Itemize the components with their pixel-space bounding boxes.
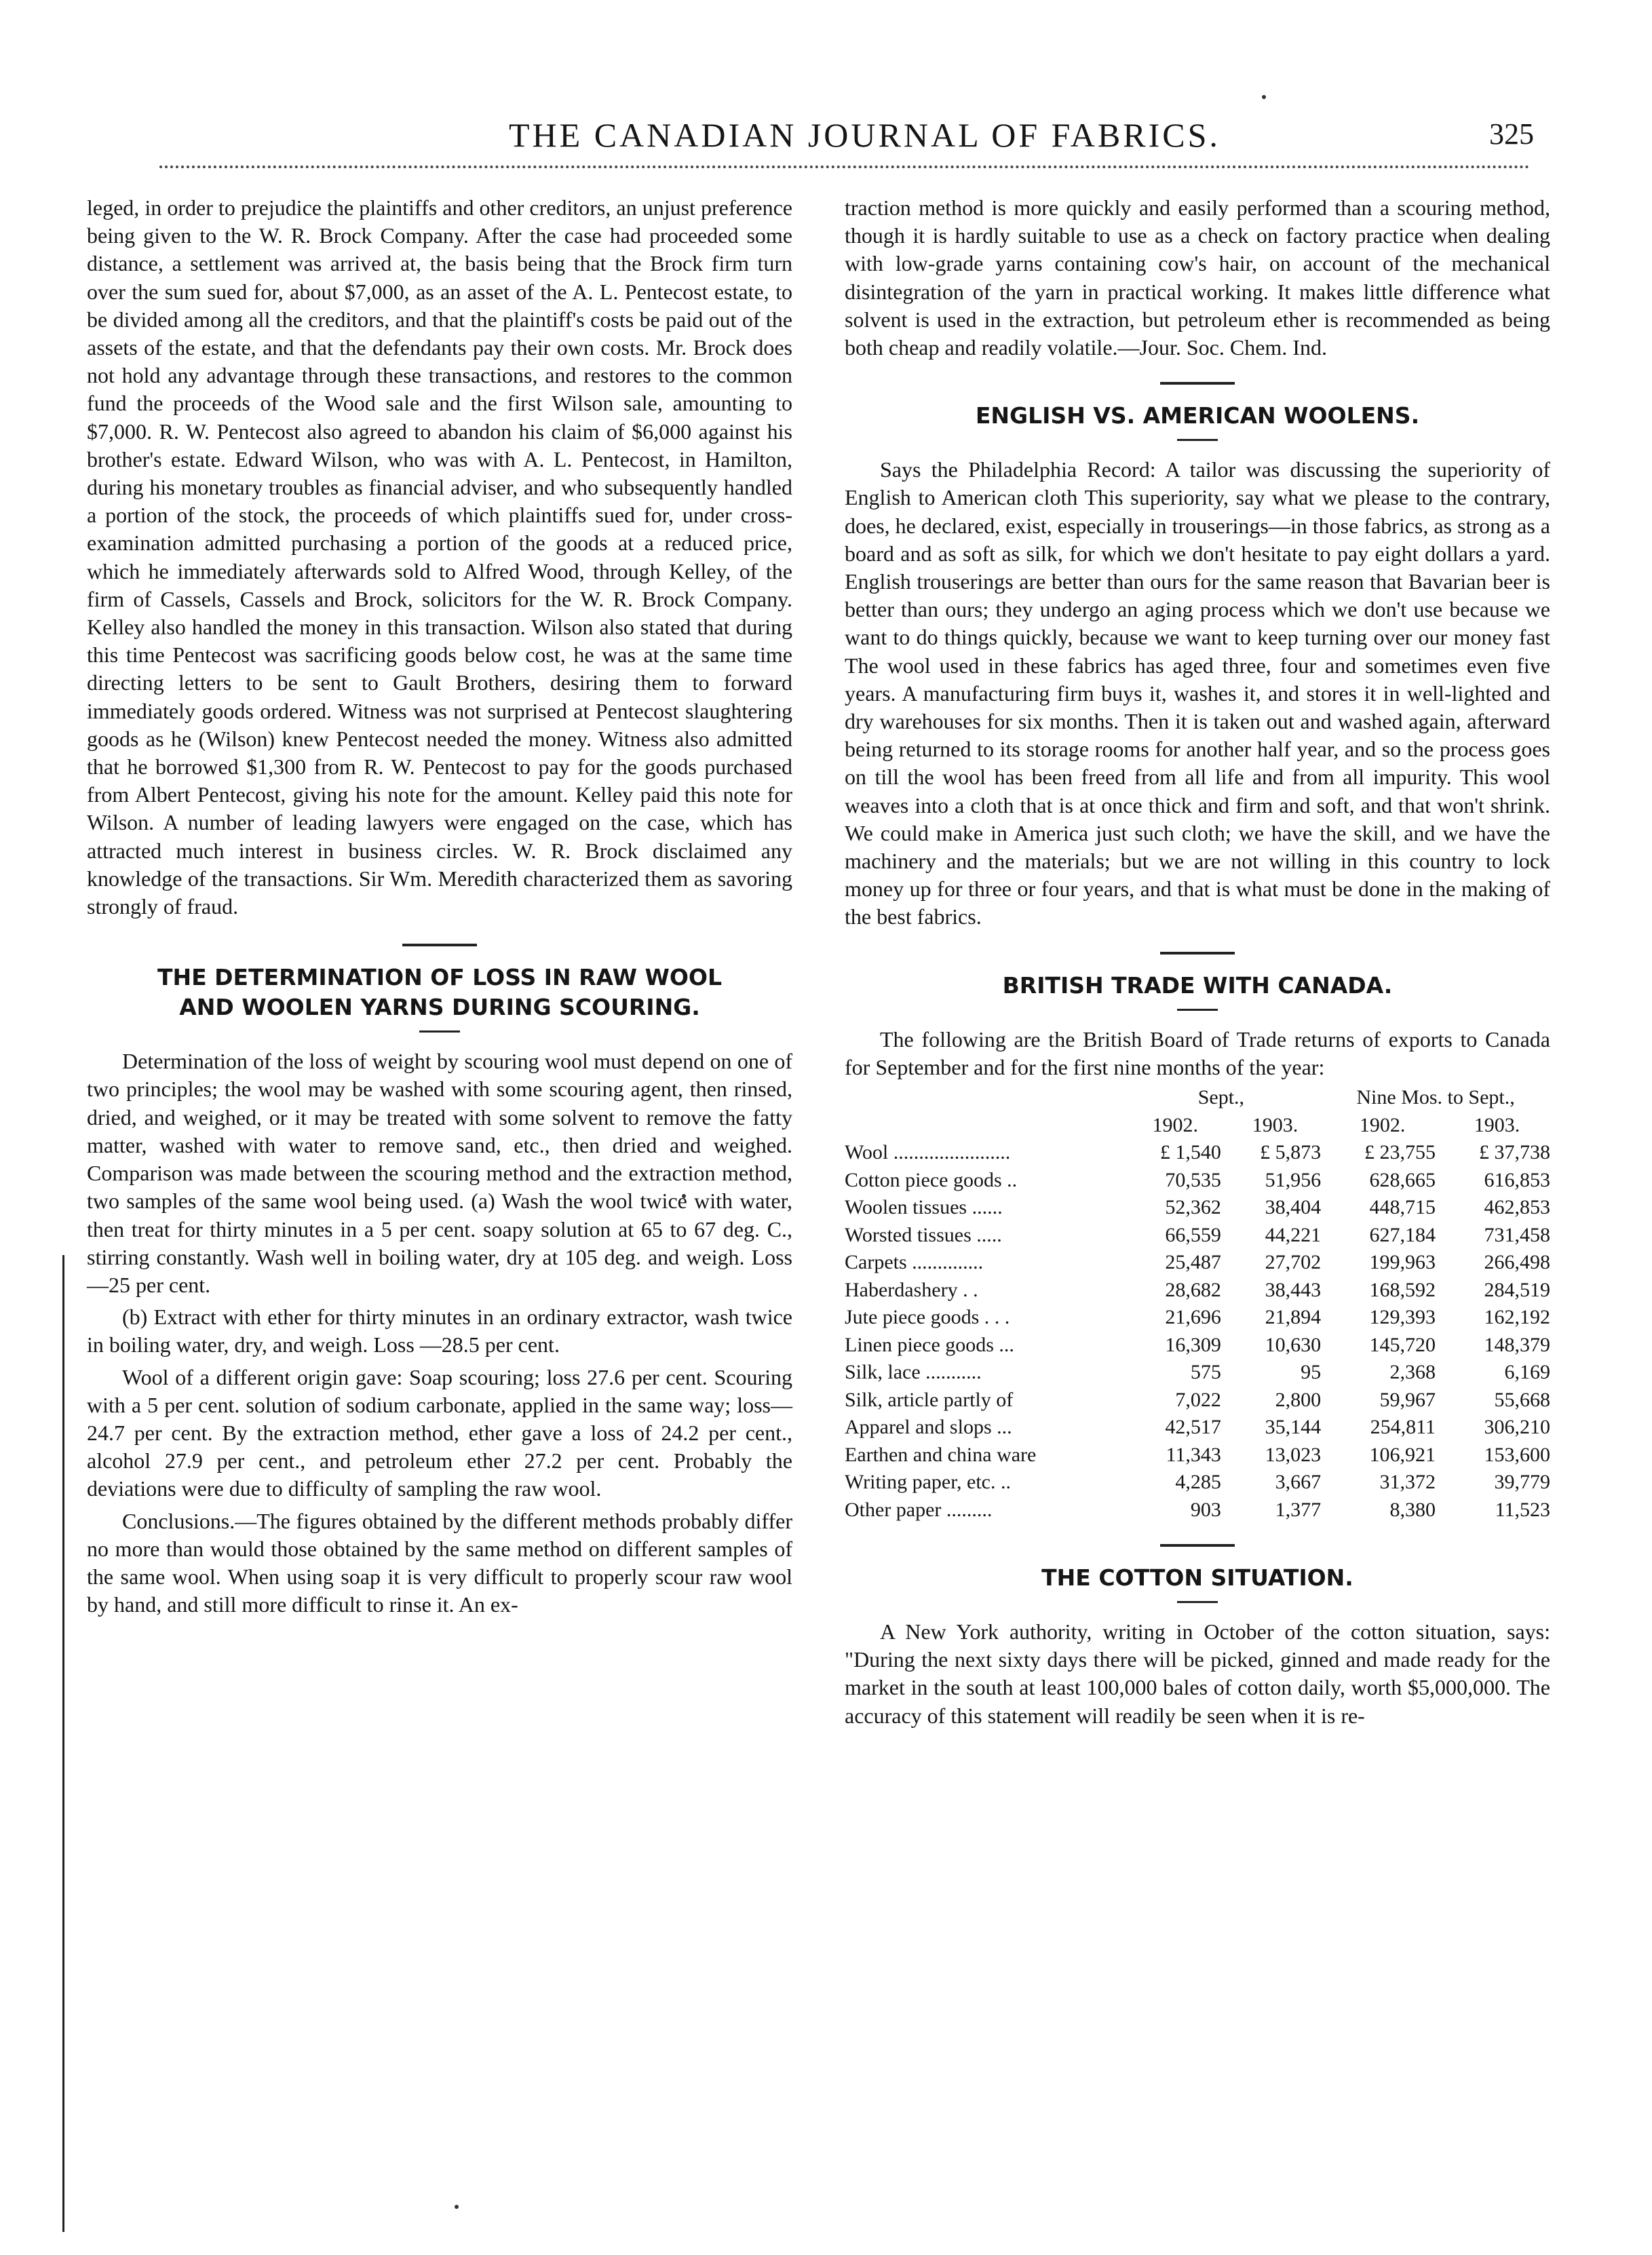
row-value: 25,487: [1165, 1251, 1221, 1274]
margin-rule: [62, 1255, 64, 2232]
table-row: [845, 1414, 1550, 1442]
row-value: £ 1,540: [1159, 1141, 1221, 1164]
row-value: 448,715: [1369, 1196, 1436, 1219]
row-value: 7,022: [1175, 1388, 1221, 1411]
row-value: 38,443: [1265, 1278, 1322, 1301]
table-row: [845, 1304, 1550, 1332]
row-label: Linen piece goods ...: [845, 1333, 1014, 1356]
section-divider: [1160, 952, 1235, 955]
year-header: 1902.: [1359, 1113, 1406, 1136]
row-value: 266,498: [1484, 1251, 1550, 1274]
article-paragraph: Conclusions.—The figures obtained by the different methods probably differ no more than would those obtained by the same method on different samples of the same wool. When using soap it is very difficult to properly scour raw wool by hand, and still more difficult to rinse it. An ex-: [87, 1508, 792, 1617]
ink-mark: [455, 2205, 459, 2209]
table-group-header: [845, 1084, 1550, 1112]
row-value: 162,192: [1484, 1306, 1550, 1329]
row-value: 44,221: [1265, 1223, 1322, 1246]
row-label: Haberdashery . .: [845, 1278, 978, 1301]
row-value: 10,630: [1265, 1333, 1322, 1356]
row-value: 2,800: [1275, 1388, 1322, 1411]
article-heading-line1: THE DETERMINATION OF LOSS IN RAW WOOL: [157, 964, 723, 991]
table-row: [845, 1139, 1550, 1167]
row-value: 153,600: [1484, 1443, 1550, 1466]
article-paragraph: Wool of a different origin gave: Soap scouring; loss 27.6 per cent. Scouring with a 5 per cent. solution of sodium carbonate, applied in the same way; loss—24.7 per cent. By the extraction method, ether gave a loss of 24.2 per cent., alcohol 27.9 per cent., and petroleum ether 27.2 per cent. Probably the deviations were due to difficulty of sampling the raw wool.: [87, 1364, 792, 1501]
right-column: [845, 194, 1550, 1730]
row-value: 306,210: [1484, 1416, 1550, 1439]
table-row: [845, 1277, 1550, 1305]
table-row: [845, 1249, 1550, 1277]
row-value: 21,696: [1165, 1306, 1221, 1329]
table-row: [845, 1497, 1550, 1524]
row-value: £ 5,873: [1260, 1141, 1322, 1164]
row-value: 13,023: [1265, 1443, 1322, 1466]
row-value: £ 37,738: [1479, 1141, 1550, 1164]
heading-rule: [419, 1030, 460, 1033]
group-header: Sept.,: [1197, 1086, 1245, 1109]
row-value: 51,956: [1265, 1168, 1322, 1191]
row-value: 199,963: [1369, 1251, 1436, 1274]
row-value: 55,668: [1494, 1388, 1550, 1411]
table-row: [845, 1332, 1550, 1360]
row-value: 903: [1190, 1498, 1221, 1521]
row-value: 31,372: [1379, 1471, 1436, 1494]
table-row: [845, 1469, 1550, 1497]
row-value: 284,519: [1484, 1278, 1550, 1301]
article-paragraph: Says the Philadelphia Record: A tailor was discussing the superiority of English to American cloth This superiority, say what we please to the contrary, does, he declared, exist, especially in trouserings—in those fabrics, as strong as a board and as soft as silk, for which we don't hesitate to pay eight dollars a yard. English trouserings are better than ours for the same reason that Bavarian beer is better than ours; they undergo an aging process which we don't use because we want to do things quickly, because we want to keep turning over our money fast The wool used in these fabrics has aged three, four and sometimes even five years. A manufacturing firm buys it, washes it, and stores it in well-lighted and dry warehouses for six months. Then it is taken out and washed again, afterward being returned to its storage rooms for another half year, and so the process goes on till the wool has been freed from all life and from all impurity. This wool weaves into a cloth that is at once thick and firm and soft, and that won't shrink. We could make in America just such cloth; we have the skill, and we have the machinery and the materials; but we are not willing in this country to lock money up for three or four years, and that is what must be done in the making of the best fabrics.: [845, 457, 1550, 929]
left-column: [87, 194, 792, 1619]
group-header: Nine Mos. to Sept.,: [1356, 1086, 1515, 1109]
row-value: 4,285: [1175, 1471, 1221, 1494]
row-label: Carpets ..............: [845, 1251, 984, 1274]
row-value: 168,592: [1369, 1278, 1436, 1301]
row-value: 70,535: [1165, 1168, 1221, 1191]
table-row: [845, 1387, 1550, 1414]
article-paragraph: (b) Extract with ether for thirty minutes in an ordinary extractor, wash twice in boiling water, dry, and weigh. Loss —28.5 per cent.: [87, 1305, 792, 1357]
row-value: 462,853: [1484, 1196, 1550, 1219]
table-year-header: [845, 1112, 1550, 1140]
row-value: 6,169: [1504, 1361, 1550, 1384]
row-label: Wool .......................: [845, 1141, 1011, 1164]
row-value: 21,894: [1265, 1306, 1322, 1329]
article-paragraph: Determination of the loss of weight by scouring wool must depend on one of two principles; the wool may be washed with some scouring agent, then rinsed, dried, and weighed, or it may be treated with some solvent to remove the fatty matter, washed with water to remove sand, etc., then dried and weighed. Comparison was made between the scouring method and the extraction method, two samples of the same wool being used. (a) Wash the wool twice with water, then treat for thirty minutes in a 5 per cent. soapy solution at 65 to 67 deg. C., stirring constantly. Wash well in boiling water, dry at 105 deg. and weigh. Loss—25 per cent.: [87, 1049, 792, 1297]
heading-rule: [1177, 1601, 1218, 1603]
row-value: 1,377: [1275, 1498, 1322, 1521]
table-row: [845, 1442, 1550, 1469]
row-value: 35,144: [1265, 1416, 1322, 1439]
row-value: 731,458: [1484, 1223, 1550, 1246]
table-row: [845, 1359, 1550, 1387]
article-heading: BRITISH TRADE WITH CANADA.: [1002, 971, 1393, 999]
row-value: 8,380: [1389, 1498, 1436, 1521]
row-value: 254,811: [1370, 1416, 1436, 1439]
table-row: [845, 1194, 1550, 1222]
row-label: Writing paper, etc. ..: [845, 1471, 1011, 1494]
header-rule: [159, 166, 1530, 168]
row-value: 11,343: [1166, 1443, 1221, 1466]
row-value: 3,667: [1275, 1471, 1322, 1494]
article-heading: ENGLISH VS. AMERICAN WOOLENS.: [975, 402, 1420, 429]
row-value: 628,665: [1369, 1168, 1436, 1191]
section-divider: [402, 944, 477, 946]
row-value: 129,393: [1369, 1306, 1436, 1329]
row-value: 95: [1301, 1361, 1322, 1384]
row-value: 106,921: [1369, 1443, 1436, 1466]
row-value: 145,720: [1369, 1333, 1436, 1356]
row-value: 148,379: [1484, 1333, 1550, 1356]
row-label: Worsted tissues .....: [845, 1223, 1002, 1246]
year-header: 1903.: [1474, 1113, 1520, 1136]
year-header: 1902.: [1152, 1113, 1199, 1136]
trade-table-body: [845, 1139, 1550, 1524]
row-value: £ 23,755: [1364, 1141, 1436, 1164]
row-value: 575: [1190, 1361, 1221, 1384]
row-label: Apparel and slops ...: [845, 1416, 1012, 1439]
article-paragraph: The following are the British Board of Trade returns of exports to Canada for September and for the first nine months of the year:: [845, 1026, 1550, 1079]
row-value: 66,559: [1165, 1223, 1221, 1246]
row-label: Cotton piece goods ..: [845, 1168, 1018, 1191]
heading-rule: [1177, 1009, 1218, 1011]
row-label: Silk, lace ...........: [845, 1361, 982, 1384]
article-heading: THE COTTON SITUATION.: [1041, 1564, 1353, 1592]
continued-paragraph: traction method is more quickly and easily performed than a scouring method, though it is hardly suitable to use as a check on factory practice when dealing with low-grade yarns containing cow's hair, on account of the mechanical disintegration of the yarn in practical working. It makes little difference what solvent is used in the extraction, but petroleum ether is recommended as being both cheap and readily volatile.—Jour. Soc. Chem. Ind.: [845, 195, 1550, 360]
row-value: 38,404: [1265, 1196, 1322, 1219]
article-heading-line2: AND WOOLEN YARNS DURING SCOURING.: [179, 994, 700, 1021]
row-value: 11,523: [1495, 1498, 1550, 1521]
year-header: 1903.: [1252, 1113, 1299, 1136]
row-label: Jute piece goods . . .: [845, 1306, 1010, 1329]
row-value: 2,368: [1389, 1361, 1436, 1384]
row-value: 39,779: [1494, 1471, 1550, 1494]
table-row: [845, 1167, 1550, 1195]
page-number: 325: [1489, 117, 1534, 151]
row-label: Silk, article partly of: [845, 1388, 1014, 1411]
ink-mark: [1262, 95, 1266, 99]
row-value: 28,682: [1165, 1278, 1221, 1301]
row-value: 616,853: [1484, 1168, 1550, 1191]
row-value: 52,362: [1165, 1196, 1221, 1219]
table-row: [845, 1222, 1550, 1250]
row-label: Woolen tissues ......: [845, 1196, 1003, 1219]
section-divider: [1160, 382, 1235, 385]
continued-paragraph: leged, in order to prejudice the plaintiffs and other creditors, an unjust preference being given to the W. R. Brock Company. After the case had proceeded some distance, a settlement was arrived at, the basis being that the Brock firm turn over the sum sued for, about $7,000, as an asset of the A. L. Pentecost estate, to be divided among all the creditors, and that the plaintiff's costs be paid out of the assets of the estate, and that the defendants pay their own costs. Mr. Brock does not hold any advantage through these transactions, and restores to the common fund the proceeds of the Wood sale and the first Wilson sale, amounting to $7,000. R. W. Pentecost also agreed to abandon his claim of $6,000 against his brother's estate. Edward Wilson, who was with A. L. Pentecost, in Hamilton, during his monetary troubles as financial adviser, and who subsequently handled a portion of the stock, the proceeds of which plaintiffs sued for, under cross-examination admitted purchasing a portion of the goods at a reduced price, which he immediately afterwards sold to Alfred Wood, through Kelley, of the firm of Cassels, Cassels and Brock, solicitors for the W. R. Brock Company. Kelley also handled the money in this transaction. Wilson also stated that during this time Pentecost was sacrificing goods below cost, he was at the same time directing letters to be sent to Gault Brothers, desiring them to forward immediately goods ordered. Witness was not surprised at Pentecost slaughtering goods as he (Wilson) knew Pentecost needed the money. Witness also admitted that he borrowed $1,300 from R. W. Pentecost to pay for the goods purchased from Albert Pentecost, giving his note for the amount. Kelley paid this note for Wilson. A number of leading lawyers were engaged on the case, which has attracted much interest in business circles. W. R. Brock disclaimed any knowledge of the transactions. Sir Wm. Meredith characterized them as savoring strongly of fraud.: [87, 195, 792, 919]
trade-table: [845, 1084, 1550, 1524]
row-value: 59,967: [1379, 1388, 1436, 1411]
journal-title: THE CANADIAN JOURNAL OF FABRICS.: [509, 116, 1221, 154]
article-paragraph: A New York authority, writing in October of the cotton situation, says: "During the next sixty days there will be picked, ginned and made ready for the market in the south at least 100,000 bales of cotton daily, worth $5,000,000. The accuracy of this statement will readily be seen when it is re-: [845, 1619, 1550, 1728]
row-value: 16,309: [1165, 1333, 1221, 1356]
page-header: [0, 109, 1652, 156]
row-value: 27,702: [1265, 1251, 1322, 1274]
row-value: 627,184: [1369, 1223, 1436, 1246]
heading-rule: [1177, 439, 1218, 441]
row-value: 42,517: [1165, 1416, 1221, 1439]
row-label: Other paper .........: [845, 1498, 993, 1521]
section-divider: [1160, 1544, 1235, 1547]
row-label: Earthen and china ware: [845, 1443, 1037, 1466]
